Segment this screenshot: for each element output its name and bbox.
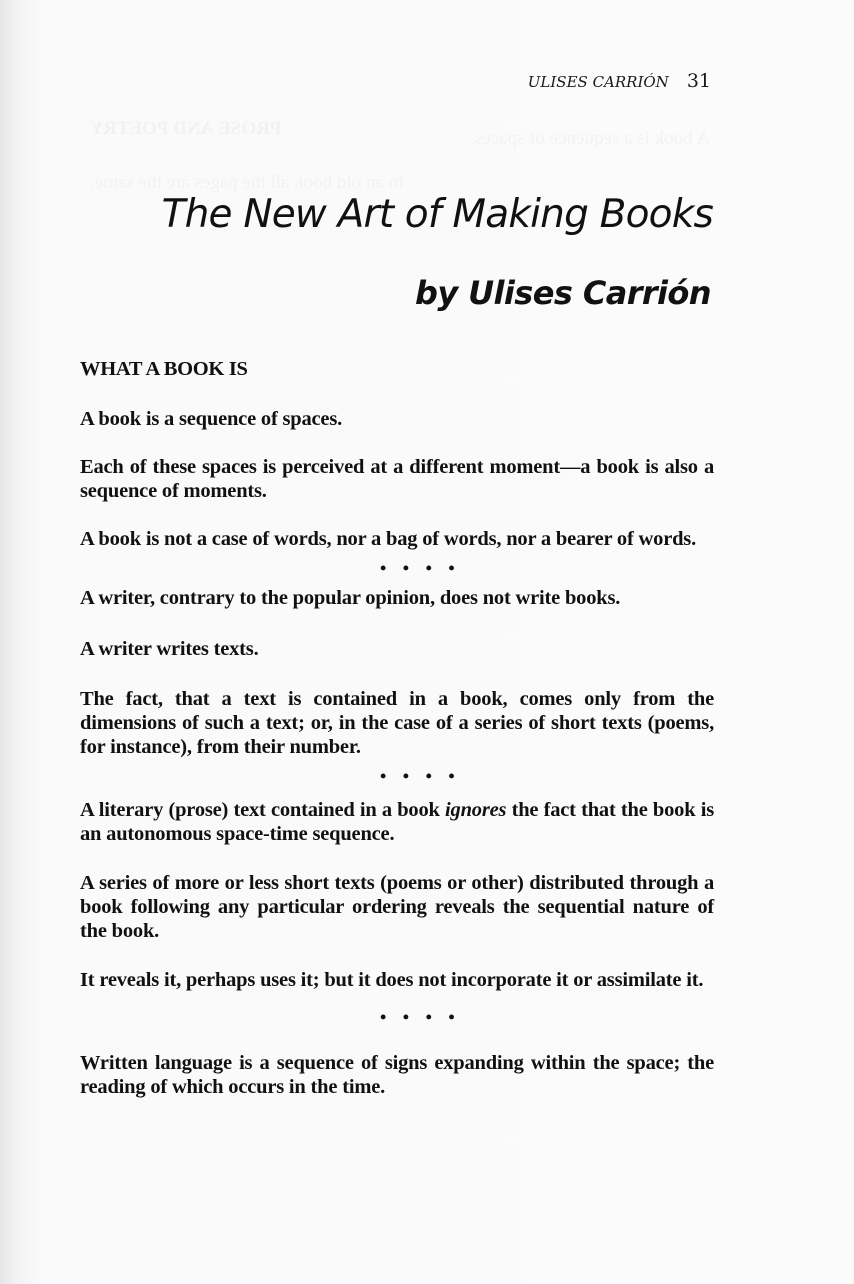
- page-number: 31: [686, 70, 711, 92]
- section-separator: • • • •: [380, 558, 461, 578]
- running-head-author: ULISES CARRIÓN: [527, 73, 669, 91]
- running-head: [528, 70, 711, 92]
- paragraph: A writer writes texts.: [80, 638, 259, 660]
- show-through-line: [470, 128, 710, 150]
- show-through-heading: [90, 118, 281, 140]
- paragraph-text: the fact that the book is an autonomous space-time sequence.: [80, 799, 714, 845]
- show-through-line: [90, 172, 404, 194]
- section-separator: • • • •: [380, 1007, 461, 1027]
- article-title: The New Art of Making Books: [161, 192, 713, 237]
- article-byline: by Ulises Carrión: [415, 274, 711, 312]
- emphasis-text: ignores: [445, 799, 507, 821]
- article-body: [80, 357, 714, 1099]
- paragraph: Each of these spaces is perceived at a different moment—a book is also a sequence of moments.: [80, 456, 714, 502]
- section-heading: WHAT A BOOK IS: [80, 358, 248, 380]
- paragraph: A writer, contrary to the popular opinion, does not write books.: [80, 587, 621, 609]
- paragraph-literary: [80, 798, 714, 846]
- paragraph: A series of more or less short texts (poems or other) distributed through a book following any particular ordering reveals the sequential nature of the book.: [80, 872, 714, 942]
- paragraph: It reveals it, perhaps uses it; but it does not incorporate it or assimilate it.: [80, 969, 704, 991]
- paragraph: The fact, that a text is contained in a book, comes only from the dimensions of such a text; or, in the case of a series of short texts (poems, for instance), from their number.: [80, 688, 714, 758]
- paragraph-text: A literary (prose) text contained in a book: [80, 799, 446, 821]
- section-separator: • • • •: [380, 766, 461, 786]
- paragraph: Written language is a sequence of signs expanding within the space; the reading of which occurs in the time.: [80, 1052, 714, 1098]
- paragraph: A book is a sequence of spaces.: [80, 408, 343, 430]
- paragraph: A book is not a case of words, nor a bag of words, nor a bearer of words.: [80, 528, 696, 550]
